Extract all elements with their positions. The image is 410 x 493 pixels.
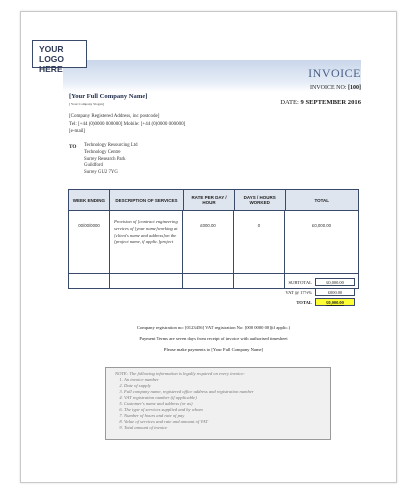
invoice-title: INVOICE [308,66,361,80]
recipient-line: Surrey Research Park [84,156,126,162]
invoice-number [310,85,361,91]
cell-description: Provision of [contract engineering services of [your name]working at [client's name and address]on the [project name, if applic.]project [110,211,183,273]
invoice-date-value: 9 SEPTEMBER 2016 [300,99,361,106]
table-header [68,189,359,211]
note-item: 2. Date of supply [124,383,330,389]
subtotal-row [246,277,355,287]
invoice-date [280,99,361,106]
recipient-line: Technology Resourcing Ltd [84,143,138,148]
cell-empty [183,274,234,288]
header-total: TOTAL [314,197,330,203]
table-row [68,211,359,274]
vat-value: £000.00 [315,288,355,296]
recipient-line: Surrey GU2 7YG [84,170,118,176]
company-email: [e-mail] [69,129,86,134]
header-week-ending: WEEK ENDING [69,190,110,210]
company-name: [Your Full Company Name] [69,93,148,100]
cell-total: £0,000.00 [311,223,332,228]
payment-terms: Payment Terms are seven days from receipt of invoice with authorised timesheet [139,336,288,341]
note-item: 1. An invoice number [124,377,330,383]
company-address: [Company Registered Address, inc postcode] [69,114,160,119]
header-description: DESCRIPTION OF SERVICES [110,190,184,210]
totals-block [246,277,355,307]
total-row [246,297,355,307]
cell-empty [69,274,110,288]
services-table [68,189,359,289]
logo-line-1: YOUR LOGO [39,44,65,64]
vat-label: VAT @ 17½% [285,289,312,295]
note-item: 8. Value of services and rate and amount of VAT [124,419,330,425]
note-item: 3. Full company name, registered office address and registration number [124,389,330,395]
legal-note-box [105,367,331,440]
note-item: 6. The type of services supplied and by whom [124,407,330,413]
invoice-number-label: INVOICE NO: [310,85,347,91]
recipient-address [84,143,138,177]
header-rate: RATE PER DAY / HOUR [184,190,235,210]
subtotal-value: £0,000.00 [315,278,355,286]
logo-line-2: HERE [39,64,63,74]
note-item: 9. Total amount of invoice [124,425,330,431]
note-item: 5. Customer's name and address (or as) [124,401,330,407]
subtotal-label: SUBTOTAL [288,279,312,285]
recipient-line: Guildford [84,163,103,169]
note-list [115,377,330,431]
total-value: £0,000.00 [315,298,355,306]
invoice-date-label: DATE: [280,99,299,106]
vat-row [246,287,355,297]
total-label: TOTAL [296,299,312,305]
company-phone: Tel: [+44 (0)0000 000000] Mobile: [+44 (0)0000 000000] [69,121,186,127]
registration-info: Company registration no: [0123456] VAT registration No: [000 0000 00](if applic.) [136,325,291,330]
logo-placeholder [32,40,87,74]
cell-rate: £000.00 [183,211,234,273]
invoice-number-value: [100] [348,85,361,91]
note-heading: NOTE: The following information is legally required on every invoice: [115,371,245,376]
cell-days: 0 [234,211,285,273]
recipient-label: TO [69,144,77,150]
note-item: 7. Number of hours and rate of pay [124,413,330,419]
recipient-line: Technology Centre [84,149,121,155]
cell-week: 00/00/0000 [69,211,110,273]
company-slogan: [ Your Company Slogan] [69,102,105,106]
note-item: 4. VAT registration number (if applicable) [124,395,330,401]
payable-to: Please make payments to [Your Full Company Name] [163,347,264,352]
company-address-block [69,113,185,136]
cell-empty [110,274,183,288]
header-days-worked: DAYS / HOURS WORKED [235,190,286,210]
